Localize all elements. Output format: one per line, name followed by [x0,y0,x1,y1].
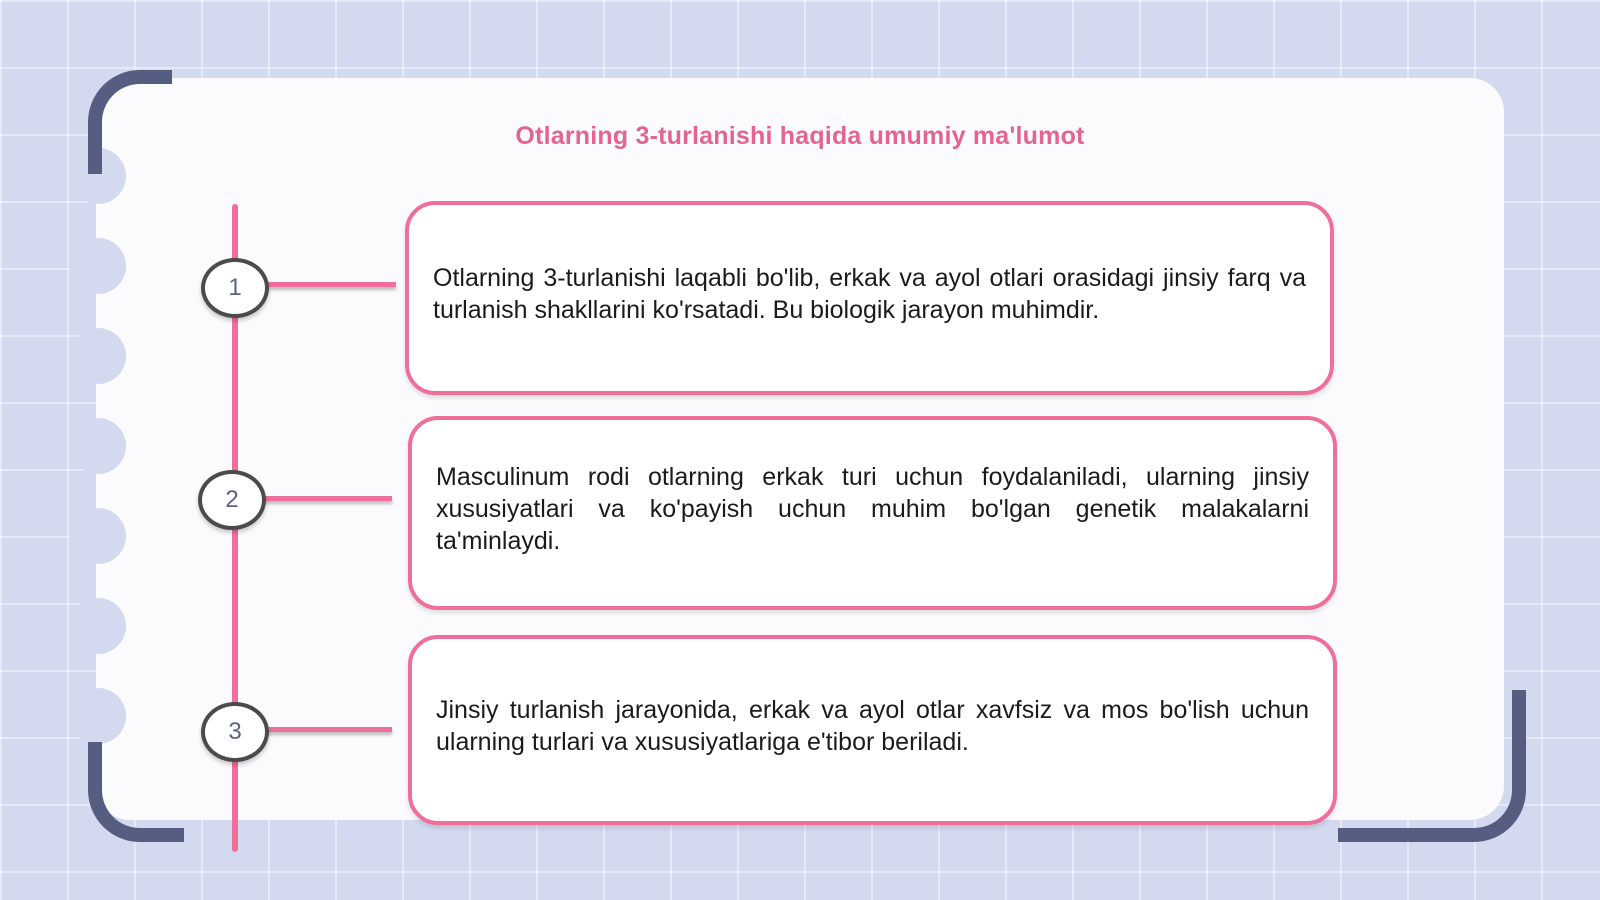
sheet-edge-notch [70,508,126,564]
step-number-badge [201,258,269,318]
step-number: 2 [225,486,239,513]
frame-corner-bottom-right [1338,690,1526,842]
step-number: 1 [228,274,242,301]
timeline-card [408,635,1337,825]
sheet-edge-notch [70,328,126,384]
card-text: Otlarning 3-turlanishi laqabli bo'lib, erkak va ayol otlari orasidagi jinsiy farq va turlanish shakllarini ko'rsatadi. Bu biologik jarayon muhimdir. [433,264,1306,324]
step-number-badge [198,470,266,530]
timeline-connector [264,282,396,287]
sheet-edge-notch [70,238,126,294]
card-text: Jinsiy turlanish jarayonida, erkak va ayol otlar xavfsiz va mos bo'lish uchun ularning turlari va xususiyatlariga e'tibor beriladi. [436,696,1309,756]
slide-title: Otlarning 3-turlanishi haqida umumiy ma'lumot [515,122,1085,150]
sheet-edge-notch [70,688,126,744]
frame-corner-top-left [88,70,172,174]
sheet-edge-notch [70,598,126,654]
sheet-edge-notch [70,418,126,474]
step-number-badge [201,702,269,762]
card-text: Masculinum rodi otlarning erkak turi uchun foydalaniladi, ularning jinsiy xususiyatlari va ko'payish uchun muhim bo'lgan genetik malakalarni ta'minlaydi. [436,463,1309,555]
step-number: 3 [228,718,242,745]
timeline-card [405,201,1334,395]
timeline-card [408,416,1337,610]
timeline-connector [262,496,392,501]
timeline-connector [265,727,392,732]
frame-corner-bottom-left [88,742,184,842]
